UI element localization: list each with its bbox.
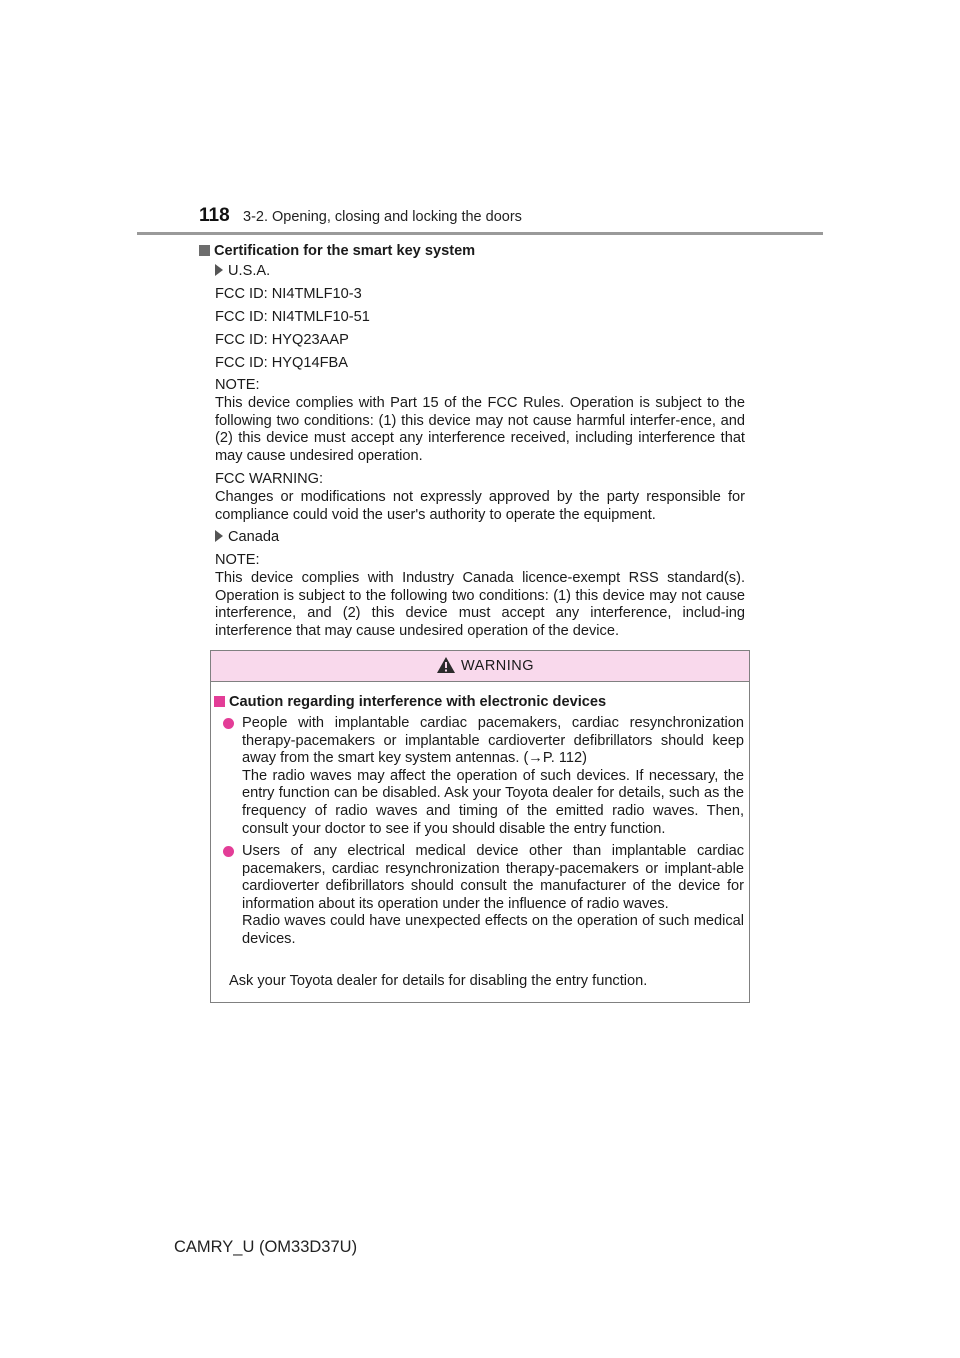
fcc-id-3: FCC ID: HYQ23AAP	[215, 332, 349, 348]
square-bullet-icon	[199, 245, 210, 256]
note-text: This device complies with Part 15 of the FCC Rules. Operation is subject to the following two conditions: (1) this device may not cause harmful interfer-ence, and (2) this device must accept any interference received, including interference that may cause undesired operation.	[215, 395, 745, 464]
warning-triangle-icon	[436, 656, 456, 674]
chapter-title: 3-2. Opening, closing and locking the doors	[243, 209, 522, 225]
fcc-id-4: FCC ID: HYQ14FBA	[215, 355, 348, 371]
warning-bullet-1	[242, 715, 744, 838]
circle-bullet-icon	[223, 718, 234, 729]
canada-note-text: This device complies with Industry Canada licence-exempt RSS standard(s). Operation is subject to the following two conditions: (1) this device may not cause interference, and (2) this device must accept any interference, includ-ing interference that may cause undesired operation of the device.	[215, 570, 745, 639]
bullet-1-continuation: The radio waves may affect the operation of such devices. If necessary, the entry function can be disabled. Ask your Toyota dealer for details, such as the frequency of radio waves and timing of the emitted radio waves. Then, consult your doctor to see if you should disable the entry function.	[242, 767, 744, 837]
bullet-2-text: Users of any electrical medical device other than implantable cardiac pacemakers, cardiac resynchronization therapy-pacemakers or implant-able cardioverter defibrillators should consult the manufacturer of the device for information about its operation under the influence of radio waves.	[242, 843, 744, 912]
warning-title: WARNING	[461, 658, 535, 674]
warning-subheading: Caution regarding interference with electronic devices	[214, 694, 606, 710]
usa-label: U.S.A.	[203, 263, 270, 281]
header-divider	[137, 232, 823, 235]
page-header	[199, 205, 823, 233]
warning-header	[211, 651, 749, 682]
triangle-bullet-icon	[215, 264, 223, 276]
circle-bullet-icon	[223, 846, 234, 857]
fcc-warning-label: FCC WARNING:	[215, 471, 324, 487]
fcc-warning-text: Changes or modifications not expressly approved by the party responsible for compliance could void the user's authority to operate the equipment.	[215, 489, 745, 523]
canada-label: Canada	[203, 529, 279, 547]
triangle-bullet-icon	[215, 530, 223, 542]
square-bullet-icon	[214, 696, 225, 707]
fcc-id-1: FCC ID: NI4TMLF10-3	[215, 286, 362, 302]
bullet-1-text: People with implantable cardiac pacemakers, cardiac resynchronization therapy-pacemakers or implantable cardioverter defibrillators should keep away from the smart key system antennas. (→P. 112)	[242, 715, 744, 767]
bullet-2-continuation: Radio waves could have unexpected effects on the operation of such medical devices.	[242, 913, 744, 947]
warning-footer-text: Ask your Toyota dealer for details for disabling the entry function.	[229, 973, 648, 989]
warning-box	[210, 650, 750, 1003]
fcc-id-2: FCC ID: NI4TMLF10-51	[215, 309, 370, 325]
manual-model-code: CAMRY_U (OM33D37U)	[174, 1238, 358, 1256]
note-label: NOTE:	[215, 377, 260, 393]
warning-bullet-2	[242, 843, 744, 949]
page-number: 118	[199, 205, 230, 226]
canada-note-label: NOTE:	[215, 552, 260, 568]
section-heading: Certification for the smart key system	[199, 243, 475, 259]
